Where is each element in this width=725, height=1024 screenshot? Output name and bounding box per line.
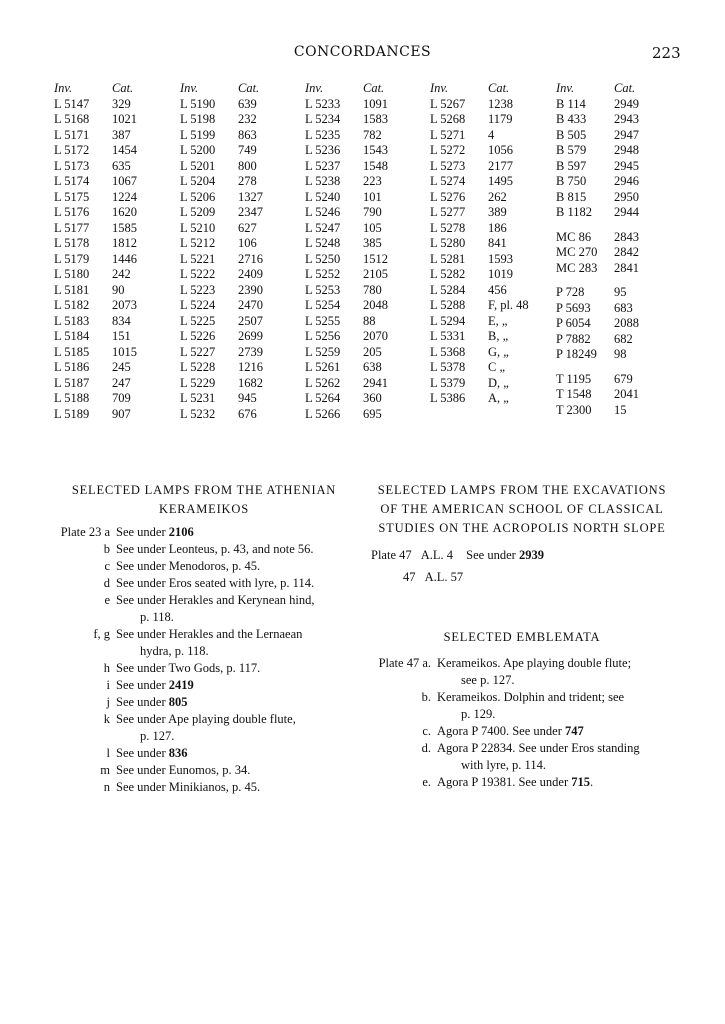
- inv-number: L 5280: [430, 236, 466, 250]
- cat-number: 945: [238, 391, 257, 405]
- cat-number: 2949: [614, 96, 639, 111]
- entry-text-run: See under Menodoros, p. 45.: [116, 559, 261, 573]
- inv-number: L 5234: [305, 112, 341, 126]
- cat-number: 1067: [112, 174, 137, 188]
- emblemata-list: [371, 655, 673, 791]
- cat-number: 2088: [614, 316, 639, 330]
- inv-number: L 5224: [180, 298, 216, 312]
- list-item: [54, 762, 354, 779]
- cat-number: 1548: [363, 158, 388, 173]
- entry-label: n: [103, 780, 110, 794]
- page-number: 223: [652, 44, 681, 62]
- cat-number: 682: [614, 331, 633, 346]
- inv-number: B 1182: [556, 205, 592, 219]
- inv-number: L 5147: [54, 96, 90, 111]
- cat-number: 2070: [363, 329, 388, 343]
- inv-number: L 5379: [430, 375, 466, 390]
- inv-number: L 5179: [54, 251, 90, 266]
- inv-number: B 815: [556, 189, 587, 204]
- inv-number: L 5261: [305, 360, 341, 374]
- entry-text-run: Agora P 22834. See under Eros standing: [437, 741, 640, 755]
- catalog-reference: 2106: [168, 525, 194, 539]
- cat-number: 329: [112, 96, 131, 111]
- cat-number: 223: [363, 174, 382, 188]
- cat-number: 456: [488, 282, 507, 297]
- list-item: [54, 558, 354, 575]
- acropolis-title: SELECTED LAMPS FROM THE EXCAVATIONS OF THE AMERICAN SCHOOL OF CLASSICAL STUDIES ON THE ACROPOLIS NORTH SLOPE: [377, 483, 667, 535]
- inv-number: L 5266: [305, 406, 341, 421]
- inv-number: L 5256: [305, 329, 341, 343]
- inv-number: P 5693: [556, 300, 591, 315]
- cat-number: 1021: [112, 112, 137, 126]
- entry-label: e.: [422, 775, 431, 789]
- cat-number: 247: [112, 375, 131, 390]
- inv-number: L 5190: [180, 96, 216, 111]
- inv-number: L 5232: [180, 406, 216, 421]
- catalog-reference: 805: [168, 695, 188, 709]
- catalog-reference: 715: [571, 775, 590, 789]
- cat-number: 1620: [112, 205, 137, 219]
- entry-text-run: See under: [116, 525, 169, 539]
- inv-number: B 433: [556, 112, 587, 126]
- inv-number: L 5187: [54, 375, 90, 390]
- list-item: [54, 541, 354, 558]
- cat-number: 2699: [238, 329, 263, 343]
- inv-number: L 5176: [54, 205, 90, 219]
- cat-number: 101: [363, 189, 382, 204]
- inv-header: Inv.: [305, 81, 324, 95]
- inv-number: L 5198: [180, 112, 216, 126]
- cat-number: 627: [238, 220, 257, 235]
- cat-number: 389: [488, 205, 507, 219]
- entry-text-run: Agora P 7400. See under: [437, 724, 565, 738]
- inv-number: L 5271: [430, 127, 466, 142]
- cat-header: Cat.: [363, 81, 385, 95]
- entry-continuation: hydra, p. 118.: [140, 644, 209, 658]
- cat-number: 1224: [112, 189, 137, 204]
- cat-number: D, „: [488, 375, 509, 390]
- cat-number: 90: [112, 282, 125, 297]
- catalog-reference: 2419: [168, 678, 194, 692]
- entry-label: i: [106, 678, 110, 692]
- inv-number: L 5178: [54, 236, 90, 250]
- entry-label: b.: [421, 690, 431, 704]
- inv-number: L 5255: [305, 313, 341, 328]
- cat-number: 1585: [112, 220, 137, 235]
- inv-number: L 5172: [54, 143, 90, 157]
- inv-number: L 5259: [305, 344, 341, 359]
- inv-number: L 5210: [180, 220, 216, 235]
- inv-number: L 5240: [305, 189, 341, 204]
- cat-number: 2842: [614, 245, 639, 259]
- cat-number: 2177: [488, 158, 513, 173]
- inv-number: L 5264: [305, 391, 341, 405]
- cat-number: 2943: [614, 112, 639, 126]
- entry-continuation: p. 118.: [140, 610, 174, 624]
- entry-label: k: [103, 712, 110, 726]
- catalog-reference: 747: [565, 724, 584, 738]
- cat-number: 105: [363, 220, 382, 235]
- inv-number: L 5200: [180, 143, 216, 157]
- acropolis-entry: 47 A.L. 57: [403, 570, 464, 584]
- inv-number: L 5368: [430, 344, 466, 359]
- inv-number: L 5248: [305, 236, 341, 250]
- cat-number: 262: [488, 189, 507, 204]
- cat-number: 709: [112, 391, 131, 405]
- cat-number: F, pl. 48: [488, 298, 529, 312]
- entry-continuation: with lyre, p. 114.: [461, 758, 546, 772]
- inv-number: T 2300: [556, 402, 592, 417]
- cat-number: 15: [614, 402, 627, 417]
- cat-header: Cat.: [238, 81, 260, 95]
- cat-number: 2041: [614, 387, 639, 401]
- cat-number: 2390: [238, 282, 263, 297]
- kerameikos-list: [54, 524, 354, 796]
- cat-number: 278: [238, 174, 257, 188]
- cat-number: 95: [614, 285, 627, 299]
- list-item: [371, 655, 673, 689]
- cat-number: 1682: [238, 375, 263, 390]
- kerameikos-section: [54, 481, 354, 796]
- cat-number: B, „: [488, 329, 509, 343]
- cat-number: 695: [363, 406, 382, 421]
- cat-number: 2105: [363, 267, 388, 281]
- cat-number: 1238: [488, 96, 513, 111]
- cat-number: 2945: [614, 158, 639, 173]
- list-item: [54, 592, 354, 626]
- entry-label: e: [104, 593, 110, 607]
- entry-text-tail: .: [590, 775, 594, 789]
- cat-number: 205: [363, 344, 382, 359]
- inv-number: L 5331: [430, 329, 466, 343]
- entry-label: b: [103, 542, 110, 556]
- cat-number: 1512: [363, 251, 388, 266]
- cat-number: 4: [488, 127, 495, 142]
- inv-number: MC 283: [556, 260, 598, 275]
- entry-label: d.: [421, 741, 431, 755]
- inv-number: L 5174: [54, 174, 90, 188]
- emblemata-title: SELECTED EMBLEMATA: [443, 630, 601, 644]
- entry-text-run: See under: [116, 695, 169, 709]
- entry-text-run: See under Eros seated with lyre, p. 114.: [116, 576, 315, 590]
- entry-text-run: See under Herakles and Kerynean hind,: [116, 593, 315, 607]
- cat-number: 106: [238, 236, 257, 250]
- inv-number: B 505: [556, 127, 587, 142]
- inv-number: L 5273: [430, 158, 466, 173]
- cat-number: 1454: [112, 143, 137, 157]
- entry-text-run: See under: [116, 746, 169, 760]
- inv-number: L 5185: [54, 344, 90, 359]
- cat-number: 2470: [238, 298, 263, 312]
- entry-text-run: See under Minikianos, p. 45.: [116, 780, 261, 794]
- inv-number: L 5177: [54, 220, 90, 235]
- inv-number: MC 270: [556, 245, 598, 259]
- entry-text-run: Agora P 19381. See under: [437, 775, 572, 789]
- inv-number: L 5181: [54, 282, 90, 297]
- list-item: [54, 677, 354, 694]
- cat-number: 2073: [112, 298, 137, 312]
- cat-number: 88: [363, 313, 376, 328]
- cat-number: 2409: [238, 267, 263, 281]
- inv-number: L 5238: [305, 174, 341, 188]
- inv-number: L 5221: [180, 251, 216, 266]
- inv-number: L 5235: [305, 127, 341, 142]
- inv-number: L 5231: [180, 391, 216, 405]
- cat-number: 1019: [488, 267, 513, 281]
- cat-number: 2946: [614, 174, 639, 188]
- inv-number: B 750: [556, 174, 587, 188]
- inv-number: B 579: [556, 143, 587, 157]
- inv-number: L 5223: [180, 282, 216, 297]
- inv-number: L 5171: [54, 127, 90, 142]
- inv-number: L 5250: [305, 251, 341, 266]
- cat-number: 1446: [112, 251, 137, 266]
- cat-number: 242: [112, 267, 131, 281]
- entry-continuation: p. 129.: [461, 707, 496, 721]
- inv-number: L 5252: [305, 267, 341, 281]
- cat-number: 1179: [488, 112, 513, 126]
- entry-text-run: Kerameikos. Dolphin and trident; see: [437, 690, 625, 704]
- entry-continuation: see p. 127.: [461, 673, 515, 687]
- entry-label: l: [106, 746, 110, 760]
- inv-number: L 5226: [180, 329, 216, 343]
- cat-number: C „: [488, 360, 506, 374]
- list-item: [54, 694, 354, 711]
- acropolis-entry: Plate 47 A.L. 4 See under 2939: [371, 548, 544, 562]
- inv-number: L 5209: [180, 205, 216, 219]
- inv-number: B 597: [556, 158, 587, 173]
- cat-number: 2941: [363, 375, 388, 390]
- inv-number: L 5284: [430, 282, 466, 297]
- inv-number: P 18249: [556, 347, 597, 361]
- inv-number: L 5168: [54, 112, 90, 126]
- inv-number: T 1548: [556, 387, 592, 401]
- entry-label: m: [100, 763, 110, 777]
- inv-number: P 6054: [556, 316, 591, 330]
- inv-number: L 5274: [430, 174, 466, 188]
- cat-number: 679: [614, 371, 633, 386]
- cat-number: 841: [488, 236, 507, 250]
- list-item: [54, 575, 354, 592]
- cat-number: 1583: [363, 112, 388, 126]
- catalog-reference: 836: [168, 746, 188, 760]
- cat-number: 638: [363, 360, 382, 374]
- cat-number: 834: [112, 313, 131, 328]
- inv-number: L 5272: [430, 143, 466, 157]
- list-item: [54, 626, 354, 660]
- inv-number: L 5378: [430, 360, 466, 374]
- cat-number: 1543: [363, 143, 388, 157]
- inv-number: L 5222: [180, 267, 216, 281]
- cat-number: 683: [614, 300, 633, 315]
- cat-header: Cat.: [614, 81, 636, 95]
- acropolis-section: [371, 481, 673, 588]
- entry-label: Plate 47 a.: [378, 656, 431, 670]
- emblemata-section: [371, 628, 673, 791]
- kerameikos-title: SELECTED LAMPS FROM THE ATHENIAN KERAMEIKOS: [71, 483, 337, 516]
- cat-number: 2944: [614, 205, 639, 219]
- cat-number: 790: [363, 205, 382, 219]
- inv-number: L 5267: [430, 96, 466, 111]
- entry-label: f, g: [93, 627, 110, 641]
- cat-number: 1015: [112, 344, 137, 359]
- inv-number: L 5183: [54, 313, 90, 328]
- entry-text-run: See under: [116, 678, 169, 692]
- cat-number: 2507: [238, 313, 263, 328]
- inv-number: L 5201: [180, 158, 216, 173]
- inv-number: P 7882: [556, 331, 591, 346]
- inv-number: L 5262: [305, 375, 341, 390]
- inv-number: L 5237: [305, 158, 341, 173]
- inv-number: L 5268: [430, 112, 466, 126]
- inv-number: L 5282: [430, 267, 466, 281]
- inv-number: T 1195: [556, 371, 592, 386]
- cat-number: 1495: [488, 174, 513, 188]
- page-title: CONCORDANCES: [293, 44, 432, 60]
- cat-number: 360: [363, 391, 382, 405]
- cat-number: 1327: [238, 189, 263, 204]
- cat-number: 1091: [363, 96, 388, 111]
- cat-number: 639: [238, 96, 257, 111]
- entry-text-run: See under Eunomos, p. 34.: [116, 763, 251, 777]
- cat-number: 907: [112, 406, 131, 421]
- inv-number: L 5182: [54, 298, 90, 312]
- list-item: [371, 689, 673, 723]
- inv-number: MC 86: [556, 229, 592, 244]
- inv-number: L 5204: [180, 174, 216, 188]
- list-item: [54, 660, 354, 677]
- inv-number: L 5236: [305, 143, 341, 157]
- inv-header: Inv.: [430, 81, 449, 95]
- cat-number: 2716: [238, 251, 263, 266]
- inv-number: L 5188: [54, 391, 90, 405]
- list-item: [54, 745, 354, 762]
- cat-number: 2048: [363, 298, 388, 312]
- list-item: [371, 740, 673, 774]
- inv-number: L 5227: [180, 344, 216, 359]
- cat-number: A, „: [488, 391, 509, 405]
- cat-number: 780: [363, 282, 382, 297]
- inv-number: L 5253: [305, 282, 341, 297]
- cat-number: 1812: [112, 236, 137, 250]
- cat-number: 186: [488, 220, 507, 235]
- cat-number: 2948: [614, 143, 639, 157]
- inv-number: L 5386: [430, 391, 466, 405]
- cat-number: 782: [363, 127, 382, 142]
- inv-number: L 5277: [430, 205, 466, 219]
- cat-number: 98: [614, 347, 627, 361]
- list-item: [371, 774, 673, 791]
- cat-number: 676: [238, 406, 257, 421]
- inv-number: L 5276: [430, 189, 466, 204]
- inv-number: L 5246: [305, 205, 341, 219]
- inv-number: L 5229: [180, 375, 216, 390]
- inv-number: L 5175: [54, 189, 90, 204]
- inv-header: Inv.: [180, 81, 199, 95]
- inv-number: L 5206: [180, 189, 216, 204]
- inv-number: B 114: [556, 96, 586, 111]
- entry-text-run: See under Two Gods, p. 117.: [116, 661, 261, 675]
- inv-number: L 5225: [180, 313, 216, 328]
- inv-number: L 5294: [430, 313, 466, 328]
- inv-number: L 5288: [430, 298, 466, 312]
- inv-number: L 5254: [305, 298, 341, 312]
- inv-number: L 5180: [54, 267, 90, 281]
- cat-number: 2843: [614, 229, 639, 244]
- inv-number: L 5189: [54, 406, 90, 421]
- entry-continuation: p. 127.: [140, 729, 175, 743]
- inv-number: L 5228: [180, 360, 216, 374]
- cat-number: 800: [238, 158, 257, 173]
- list-item: [371, 723, 673, 740]
- entry-label: c.: [422, 724, 431, 738]
- inv-number: L 5233: [305, 96, 341, 111]
- cat-number: 245: [112, 360, 131, 374]
- inv-number: L 5199: [180, 127, 216, 142]
- cat-header: Cat.: [488, 81, 510, 95]
- inv-number: L 5184: [54, 329, 90, 343]
- cat-number: 151: [112, 329, 131, 343]
- cat-number: 2841: [614, 260, 639, 275]
- inv-number: L 5212: [180, 236, 216, 250]
- entry-text-run: See under Ape playing double flute,: [116, 712, 296, 726]
- list-item: [54, 779, 354, 796]
- inv-number: L 5278: [430, 220, 466, 235]
- cat-number: 387: [112, 127, 131, 142]
- inv-header: Inv.: [54, 81, 73, 95]
- entry-text-run: Kerameikos. Ape playing double flute;: [437, 656, 632, 670]
- cat-number: G, „: [488, 344, 509, 359]
- entry-label: h: [103, 661, 110, 675]
- cat-number: 1593: [488, 251, 513, 266]
- list-item: [54, 524, 354, 541]
- inv-header: Inv.: [556, 81, 575, 95]
- entry-label: c: [104, 559, 110, 573]
- inv-number: L 5281: [430, 251, 466, 266]
- cat-header: Cat.: [112, 81, 134, 95]
- list-item: [54, 711, 354, 745]
- entry-text-run: See under Herakles and the Lernaean: [116, 627, 303, 641]
- cat-number: 385: [363, 236, 382, 250]
- cat-number: E, „: [488, 313, 508, 328]
- entry-text-run: See under Leonteus, p. 43, and note 56.: [116, 542, 314, 556]
- entry-label: d: [103, 576, 110, 590]
- inv-number: L 5186: [54, 360, 90, 374]
- cat-number: 2347: [238, 205, 263, 219]
- entry-label: j: [106, 695, 110, 709]
- cat-number: 749: [238, 143, 257, 157]
- cat-number: 2947: [614, 127, 639, 142]
- cat-number: 1056: [488, 143, 513, 157]
- cat-number: 2739: [238, 344, 263, 359]
- entry-label: Plate 23 a: [60, 525, 110, 539]
- cat-number: 635: [112, 158, 131, 173]
- inv-number: L 5173: [54, 158, 90, 173]
- cat-number: 1216: [238, 360, 263, 374]
- inv-number: L 5247: [305, 220, 341, 235]
- inv-number: P 728: [556, 285, 585, 299]
- cat-number: 232: [238, 112, 257, 126]
- cat-number: 2950: [614, 189, 639, 204]
- cat-number: 863: [238, 127, 257, 142]
